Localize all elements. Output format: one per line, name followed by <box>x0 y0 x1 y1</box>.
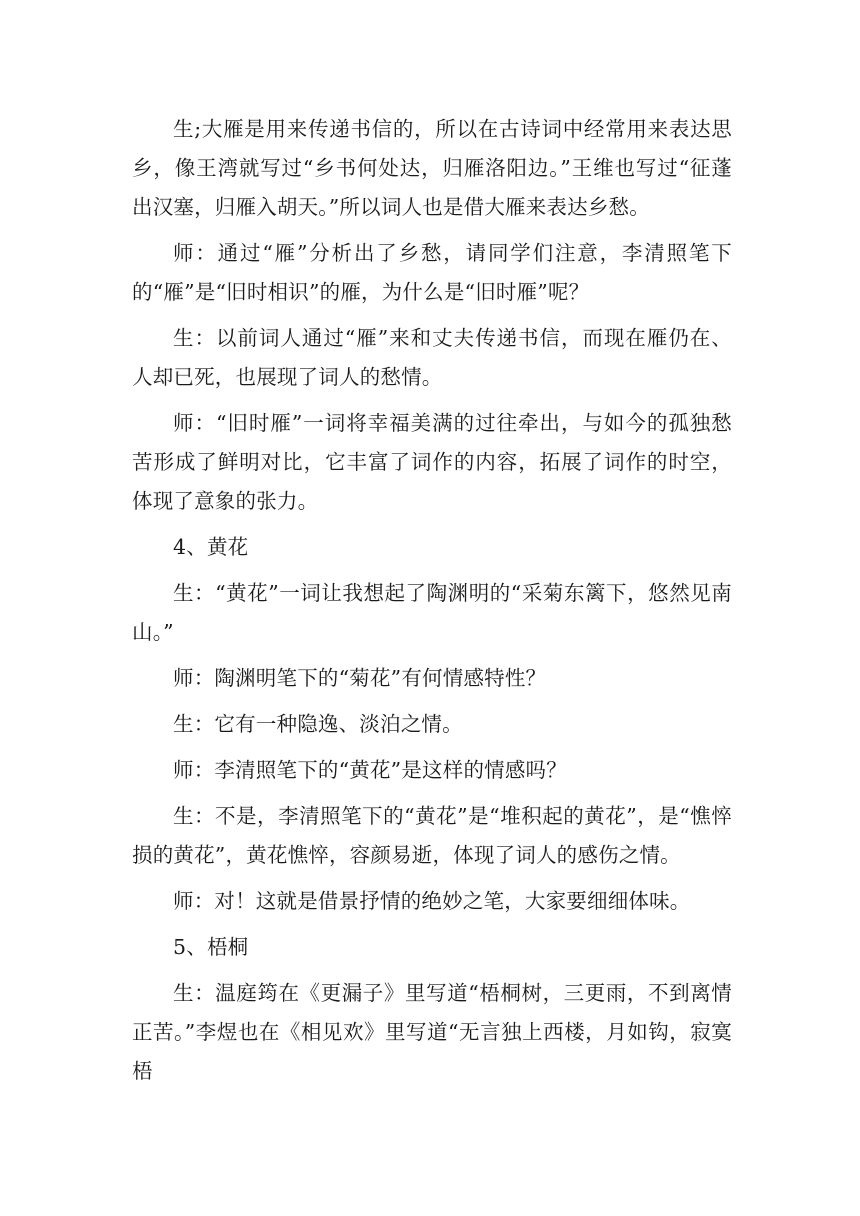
paragraph-student-yellow-flower-answer: 生：不是，李清照笔下的“黄花”是“堆积起的黄花”，是“憔悴损的黄花”，黄花憔悴，容颜易逝，体现了词人的感伤之情。 <box>132 804 732 867</box>
paragraph-student-wild-goose: 生;大雁是用来传递书信的，所以在古诗词中经常用来表达思乡，像王湾就写过“乡书何处达，归雁洛阳边。”王维也写过“征蓬出汉塞，归雁入胡天。”所以词人也是借大雁来表达乡愁。 <box>132 117 732 219</box>
section-heading-wutong: 5、梧桐 <box>173 935 249 959</box>
paragraph-teacher-yellow-flower-question: 师：李清照笔下的“黄花”是这样的情感吗？ <box>173 758 567 782</box>
section-heading-yellow-flower: 4、黄花 <box>173 535 249 559</box>
paragraph-student-wild-goose-answer: 生：以前词人通过“雁”来和丈夫传递书信，而现在雁仍在、人却已死，也展现了词人的愁情。 <box>132 326 732 389</box>
paragraph-student-chrysanthemum-answer: 生：它有一种隐逸、淡泊之情。 <box>173 712 463 736</box>
paragraph-student-wutong: 生：温庭筠在《更漏子》里写道“梧桐树，三更雨，不到离情正苦。”李煜也在《相见欢》里写道“无言独上西楼，月如钩，寂寞梧 <box>132 981 732 1083</box>
paragraph-teacher-wild-goose-question: 师：通过“雁”分析出了乡愁，请同学们注意，李清照笔下的“雁”是“旧时相识”的雁，为什么是“旧时雁”呢？ <box>132 241 732 304</box>
paragraph-teacher-chrysanthemum-question: 师：陶渊明笔下的“菊花”有何情感特性？ <box>173 666 547 690</box>
paragraph-student-yellow-flower: 生：“黄花”一词让我想起了陶渊明的“采菊东篱下，悠然见南山。” <box>132 581 732 644</box>
paragraph-teacher-yellow-flower-summary: 师：对！这就是借景抒情的绝妙之笔，大家要细细体味。 <box>173 889 691 913</box>
paragraph-teacher-wild-goose-summary: 师：“旧时雁”一词将幸福美满的过往牵出，与如今的孤独愁苦形成了鲜明对比，它丰富了词作的内容，拓展了词作的时空，体现了意象的张力。 <box>132 411 732 513</box>
